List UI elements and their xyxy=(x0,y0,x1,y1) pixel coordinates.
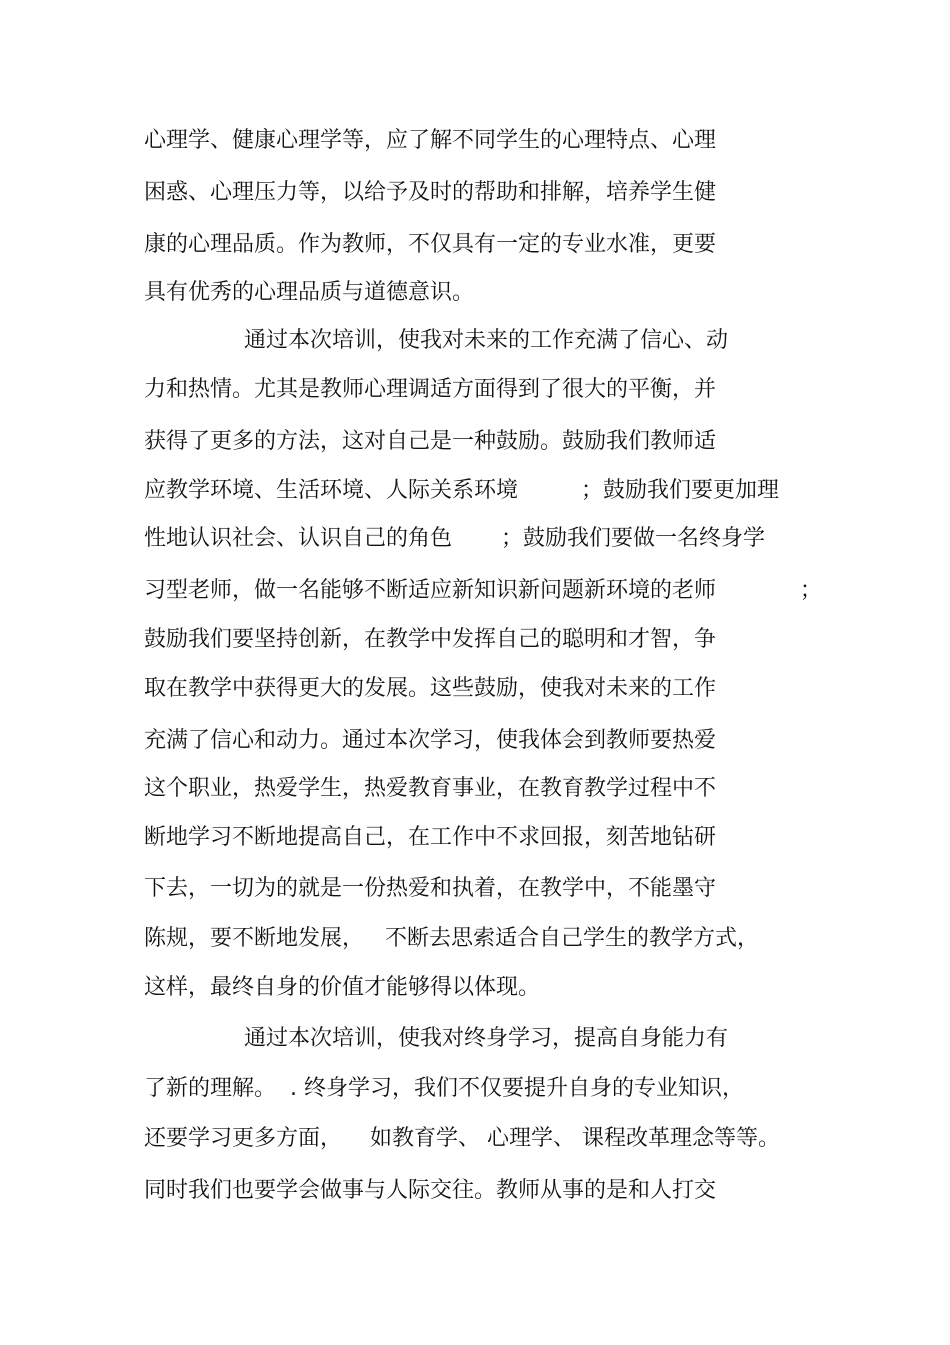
text-line: 困惑、心理压力等，以给予及时的帮助和排解，培养学生健 xyxy=(144,180,717,205)
text-line: 充满了信心和动力。通过本次学习，使我体会到教师要热爱 xyxy=(144,728,717,753)
text-line: 具有优秀的心理品质与道德意识。 xyxy=(144,280,475,305)
text-line: 断地学习不断地提高自己，在工作中不求回报，刻苦地钻研 xyxy=(144,825,717,850)
text-line: 这个职业，热爱学生，热爱教育事业，在教育教学过程中不 xyxy=(144,776,717,801)
text-line: 了新的理解。 . 终身学习，我们不仅要提升自身的专业知识， xyxy=(144,1076,744,1101)
text-line: 习型老师，做一名能够不断适应新知识新问题新环境的老师 ； xyxy=(144,578,822,603)
text-line: 应教学环境、生活环境、人际关系环境 ；鼓励我们要更加理 xyxy=(144,478,779,503)
text-line: 取在教学中获得更大的发展。这些鼓励，使我对未来的工作 xyxy=(144,676,717,701)
text-line: 这样，最终自身的价值才能够得以体现。 xyxy=(144,975,541,1000)
text-line: 通过本次培训，使我对终身学习，提高自身能力有 xyxy=(244,1026,729,1051)
text-line: 还要学习更多方面， 如教育学、 心理学、 课程改革理念等等。 xyxy=(144,1126,780,1151)
text-line: 性地认识社会、认识自己的角色 ；鼓励我们要做一名终身学 xyxy=(144,526,765,551)
text-line: 心理学、健康心理学等，应了解不同学生的心理特点、心理 xyxy=(144,128,717,153)
text-line: 下去，一切为的就是一份热爱和执着，在教学中，不能墨守 xyxy=(144,876,717,901)
text-line: 力和热情。尤其是教师心理调适方面得到了很大的平衡，并 xyxy=(144,377,717,402)
text-line: 康的心理品质。作为教师，不仅具有一定的专业水准，更要 xyxy=(144,232,717,257)
text-line: 鼓励我们要坚持创新，在教学中发挥自己的聪明和才智，争 xyxy=(144,627,717,652)
text-line: 通过本次培训，使我对未来的工作充满了信心、动 xyxy=(244,328,729,353)
text-line: 同时我们也要学会做事与人际交往。教师从事的是和人打交 xyxy=(144,1178,717,1203)
text-line: 陈规，要不断地发展， 不断去思索适合自己学生的教学方式， xyxy=(144,926,759,951)
text-line: 获得了更多的方法，这对自己是一种鼓励。鼓励我们教师适 xyxy=(144,429,717,454)
